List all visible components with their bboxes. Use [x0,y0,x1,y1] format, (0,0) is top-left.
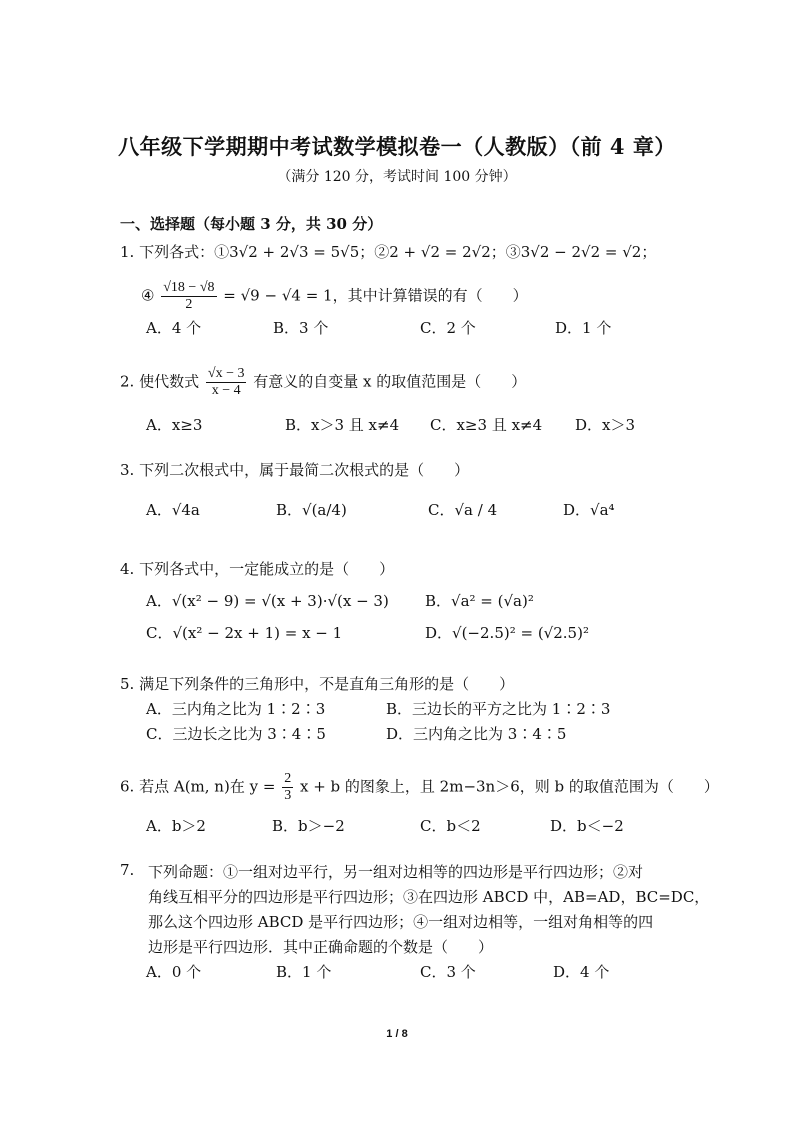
option-d: D．4 个 [553,963,610,981]
option-c: C．三边长之比为 3∶4∶5 [146,725,326,743]
question-text: 下列各式：①3√2 + 2√3 = 5√5；②2 + √2 = 2√2；③3√2 − 2√2 = √2； [139,243,657,261]
section-heading-choice: 一、选择题（每小题 3 分，共 30 分） [120,215,383,233]
question-text: 下列二次根式中，属于最简二次根式的是（ ） [139,461,470,479]
circled-number: ④ [141,286,155,305]
option-b: B．1 个 [276,963,332,981]
fraction-denominator: x − 4 [211,383,241,398]
option-a: A．√4a [146,501,200,519]
question-4 [120,558,394,579]
option-b: B．√(a/4) [276,501,347,519]
question-2 [120,366,526,399]
fraction [161,280,216,313]
question-number: 1. [120,243,135,261]
option-d: D．三内角之比为 3∶4∶5 [386,725,567,743]
question-text: = √9 − √4 = 1，其中计算错误的有（ ） [223,286,528,305]
question-number: 6. [120,777,135,796]
option-a: A．0 个 [146,963,202,981]
question-number: 3. [120,461,135,479]
option-b: B．x＞3 且 x≠4 [285,416,400,434]
option-d: D．b＜−2 [550,817,624,835]
option-c: C．√a / 4 [428,501,498,519]
option-a: A．x≥3 [146,416,203,434]
option-c: C．√(x² − 2x + 1) = x − 1 [146,624,343,642]
question-number: 7. [120,861,135,879]
option-b: B．√a² = (√a)² [425,592,534,610]
question-text-line: 那么这个四边形 ABCD 是平行四边形；④一组对边相等，一组对角相等的四 [148,913,654,931]
question-text: 下列各式中，一定能成立的是（ ） [139,560,395,578]
option-c: C．3 个 [420,963,476,981]
option-b: B．三边长的平方之比为 1∶2∶3 [386,700,611,718]
fraction-denominator: 3 [284,788,292,803]
question-text: 若点 A(m, n)在 y = [139,777,276,796]
question-text: 满足下列条件的三角形中，不是直角三角形的是（ ） [139,675,515,693]
exam-title: 八年级下学期期中考试数学模拟卷一（人教版）（前 4 章） [118,134,676,159]
fraction [206,366,247,399]
question-number: 5. [120,675,135,693]
page-number: 1 / 8 [386,1028,408,1040]
option-b: B．b＞−2 [272,817,345,835]
question-number: 2. [120,372,135,391]
question-text: x + b 的图象上，且 2m−3n＞6，则 b 的取值范围为（ ） [299,777,719,796]
fraction-numerator: √x − 3 [207,366,245,381]
option-a: A．b＞2 [146,817,206,835]
option-a: A．三内角之比为 1∶2∶3 [146,700,326,718]
question-7 [120,861,134,879]
question-text: 使代数式 [139,372,200,391]
fraction-numerator: √18 − √8 [163,280,215,295]
exam-subtitle: （满分 120 分，考试时间 100 分钟） [277,169,517,185]
option-d: D．√a⁴ [563,501,615,519]
question-number: 4. [120,560,135,578]
fraction-denominator: 2 [185,297,193,312]
option-d: D．x＞3 [575,416,636,434]
option-d: D．1 个 [555,319,612,337]
option-c: C．x≥3 且 x≠4 [430,416,543,434]
fraction-numerator: 2 [284,771,292,786]
question-text-line: 角线互相平分的四边形是平行四边形；③在四边形 ABCD 中，AB=AD，BC=DC， [148,888,710,906]
question-text-line: 下列命题：①一组对边平行，另一组对边相等的四边形是平行四边形；②对 [148,863,644,881]
question-text: 有意义的自变量 x 的取值范围是（ ） [253,372,527,391]
question-3 [120,459,469,480]
option-c: C．b＜2 [420,817,481,835]
fraction [282,771,293,804]
option-c: C．2 个 [420,319,476,337]
question-text-line: 边形是平行四边形．其中正确命题的个数是（ ） [148,938,494,956]
option-d: D．√(−2.5)² = (√2.5)² [425,624,589,642]
option-a: A．4 个 [146,319,202,337]
question-1-line2 [141,280,528,313]
option-a: A．√(x² − 9) = √(x + 3)·√(x − 3) [146,592,389,610]
option-b: B．3 个 [273,319,329,337]
question-5 [120,673,514,694]
question-1 [120,241,656,262]
question-6 [120,771,719,804]
